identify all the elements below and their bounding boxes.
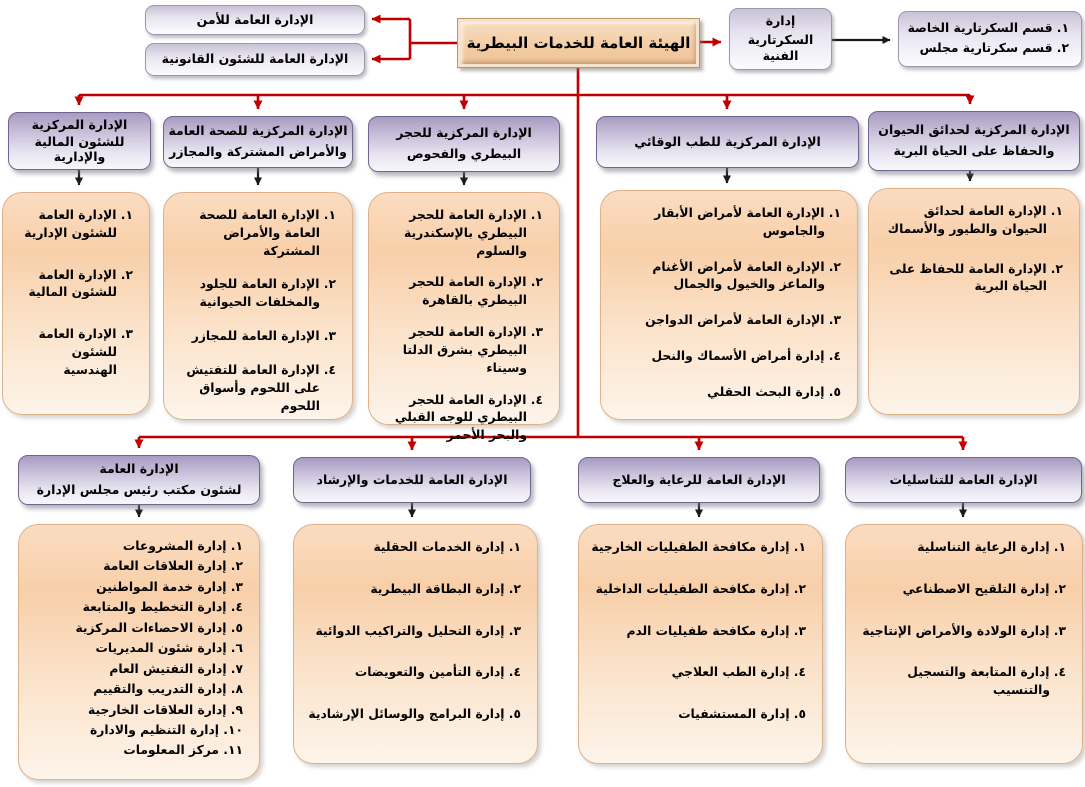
- list-item: ٣. إدارة الولادة والأمراض الإنتاجية: [862, 623, 1066, 638]
- list-public-health: [163, 192, 353, 420]
- list-item: ١. الإدارة العامة للحجر البيطري بالإسكندرية والسلوم: [404, 208, 543, 258]
- list-item: ٥. إدارة البرامج والوسائل الإرشادية: [308, 707, 521, 722]
- list-item: ٢. الإدارة العامة للحفاظ على الحياة البرية: [889, 261, 1063, 294]
- list-item: ٢. إدارة التلقيح الاصطناعي: [902, 581, 1066, 596]
- header-zoos-wildlife: [868, 111, 1080, 171]
- line: لشئون مكتب رئيس مجلس الإدارة: [36, 482, 242, 497]
- list-item: ٥. إدارة الاحصاءات المركزية: [75, 620, 243, 635]
- line: الإدارة المركزية للطب الوقائي: [634, 133, 821, 149]
- header-preventive-medicine: [596, 116, 859, 168]
- list-item: ٣. الإدارة العامة للحجر البيطري بشرق الدلتا وسيناء: [402, 325, 543, 375]
- list-zoos-wildlife: [868, 188, 1080, 415]
- list-item: ٩. إدارة العلاقات الخارجية: [88, 702, 243, 717]
- list-item: ٣. إدارة التحليل والتراكيب الدوائية: [315, 623, 521, 638]
- header-reproduction: [845, 457, 1082, 503]
- list-item: ٤. إدارة الطب العلاجي: [671, 665, 806, 680]
- line: الإدارة المركزية للصحة العامة: [168, 123, 348, 139]
- list-item: ٨. إدارة التدريب والتقييم: [93, 682, 243, 697]
- list-item: ٢. الإدارة العامة للجلود والمخلفات الحيوانية: [199, 277, 336, 310]
- list-item: ٤. إدارة المتابعة والتسجيل والتنسيب: [907, 665, 1066, 698]
- line: والأمراض المشتركة والمجازر: [169, 144, 347, 159]
- list-item: ١. الإدارة العامة لأمراض الأبقار والجاموس: [654, 206, 841, 238]
- line: الإدارة العامة: [99, 461, 179, 477]
- line: الإدارة العامة للخدمات والإرشاد: [316, 471, 508, 487]
- list-reproduction: [845, 524, 1083, 764]
- header-financial-admin: [8, 112, 151, 170]
- list-item: ٢. إدارة البطاقة البيطرية: [370, 581, 521, 596]
- header-quarantine: [368, 116, 560, 172]
- list-item: ١٠. إدارة التنظيم والادارة: [89, 722, 243, 737]
- list-financial-admin: [2, 192, 150, 415]
- list-item: ٢. إدارة العلاقات العامة: [103, 559, 243, 574]
- list-item: ٢. الإدارة العامة للشئون المالية: [28, 267, 133, 300]
- list-quarantine: [368, 192, 560, 443]
- line: السكرتارية الفنية: [747, 32, 814, 64]
- list-item: ٣. الإدارة العامة للشئون الهندسية: [38, 327, 133, 377]
- technical-secretariat-box: [729, 8, 832, 70]
- list-item: ٣. إدارة خدمة المواطنين: [96, 579, 243, 594]
- secretariat-sections-box: [898, 11, 1082, 67]
- line: للشئون المالية والإدارية: [34, 134, 125, 164]
- line: الإدارة المركزية: [31, 116, 128, 132]
- header-services-extension: [293, 457, 531, 503]
- list-item: ٢. الإدارة العامة للحجر البيطري بالقاهرة: [409, 275, 543, 308]
- security-admin-box: [145, 5, 365, 35]
- root-title-box: [457, 18, 700, 68]
- list-preventive-medicine: [600, 190, 858, 420]
- list-item: ٤. إدارة التأمين والتعويضات: [354, 665, 521, 680]
- line: إدارة: [765, 13, 796, 29]
- header-care-treatment: [578, 457, 820, 503]
- list-item: ٣. الإدارة العامة لأمراض الدواجن: [645, 313, 841, 328]
- page-title: الهيئة العامة للخدمات البيطرية: [466, 34, 691, 52]
- list-item: ١. الإدارة العامة للصحة العامة والأمراض المشتركة: [199, 208, 336, 258]
- header-chairman-office: [18, 455, 260, 505]
- list-item: ١. الإدارة العامة لحدائق الحيوان والطيور والأسماك: [887, 204, 1063, 236]
- list-item: ١. إدارة المشروعات: [122, 539, 243, 553]
- legal-affairs-label: الإدارة العامة للشئون القانونية: [161, 51, 349, 67]
- list-item: ٢. إدارة مكافحة الطفيليات الداخلية: [595, 581, 806, 596]
- line: ١. قسم السكرتارية الخاصة: [907, 20, 1069, 35]
- line: الإدارة المركزية لحدائق الحيوان: [878, 122, 1070, 138]
- line: ٢. قسم سكرتارية مجلس: [919, 41, 1069, 56]
- list-item: ٧. إدارة التفتيش العام: [109, 661, 243, 676]
- list-chairman-office: [18, 524, 260, 780]
- list-item: ٥. إدارة البحث الحقلي: [707, 384, 841, 399]
- list-item: ٦. إدارة شئون المديريات: [95, 641, 243, 656]
- list-item: ٥. إدارة المستشفيات: [678, 707, 806, 722]
- list-item: ١. الإدارة العامة للشئون الإدارية: [24, 208, 133, 240]
- list-item: ٣. الإدارة العامة للمجازر: [191, 329, 336, 344]
- line: الإدارة العامة للتناسليات: [889, 471, 1038, 487]
- list-item: ١. إدارة الخدمات الحقلية: [373, 540, 521, 554]
- list-care-treatment: [578, 524, 823, 764]
- security-admin-label: الإدارة العامة للأمن: [196, 11, 314, 27]
- legal-affairs-box: [145, 43, 365, 76]
- line: البيطري والفحوص: [406, 146, 522, 161]
- line: والحفاظ على الحياة البرية: [893, 143, 1055, 158]
- list-item: ١١. مركز المعلومات: [123, 743, 243, 758]
- list-item: ٢. الإدارة العامة لأمراض الأغنام والماعز والخيول والجمال: [652, 259, 841, 292]
- line: الإدارة المركزية للحجر: [396, 125, 532, 141]
- header-public-health: [163, 116, 353, 168]
- list-item: ٤. الإدارة العامة للتفتيش على اللحوم وأسواق اللحوم: [186, 362, 336, 413]
- list-item: ٤. إدارة التخطيط والمتابعة: [82, 600, 243, 615]
- list-item: ٤. الإدارة العامة للحجر البيطري للوجه القبلي والبحر الأحمر: [394, 392, 543, 443]
- list-item: ٣. إدارة مكافحة طفيليات الدم: [626, 623, 806, 638]
- list-item: ٤. إدارة أمراض الأسماك والنحل: [651, 349, 841, 364]
- list-item: ١. إدارة مكافحة الطفيليات الخارجية: [591, 540, 806, 554]
- list-item: ١. إدارة الرعاية التناسلية: [917, 540, 1066, 554]
- line: الإدارة العامة للرعاية والعلاج: [612, 471, 786, 487]
- list-services-extension: [293, 524, 538, 764]
